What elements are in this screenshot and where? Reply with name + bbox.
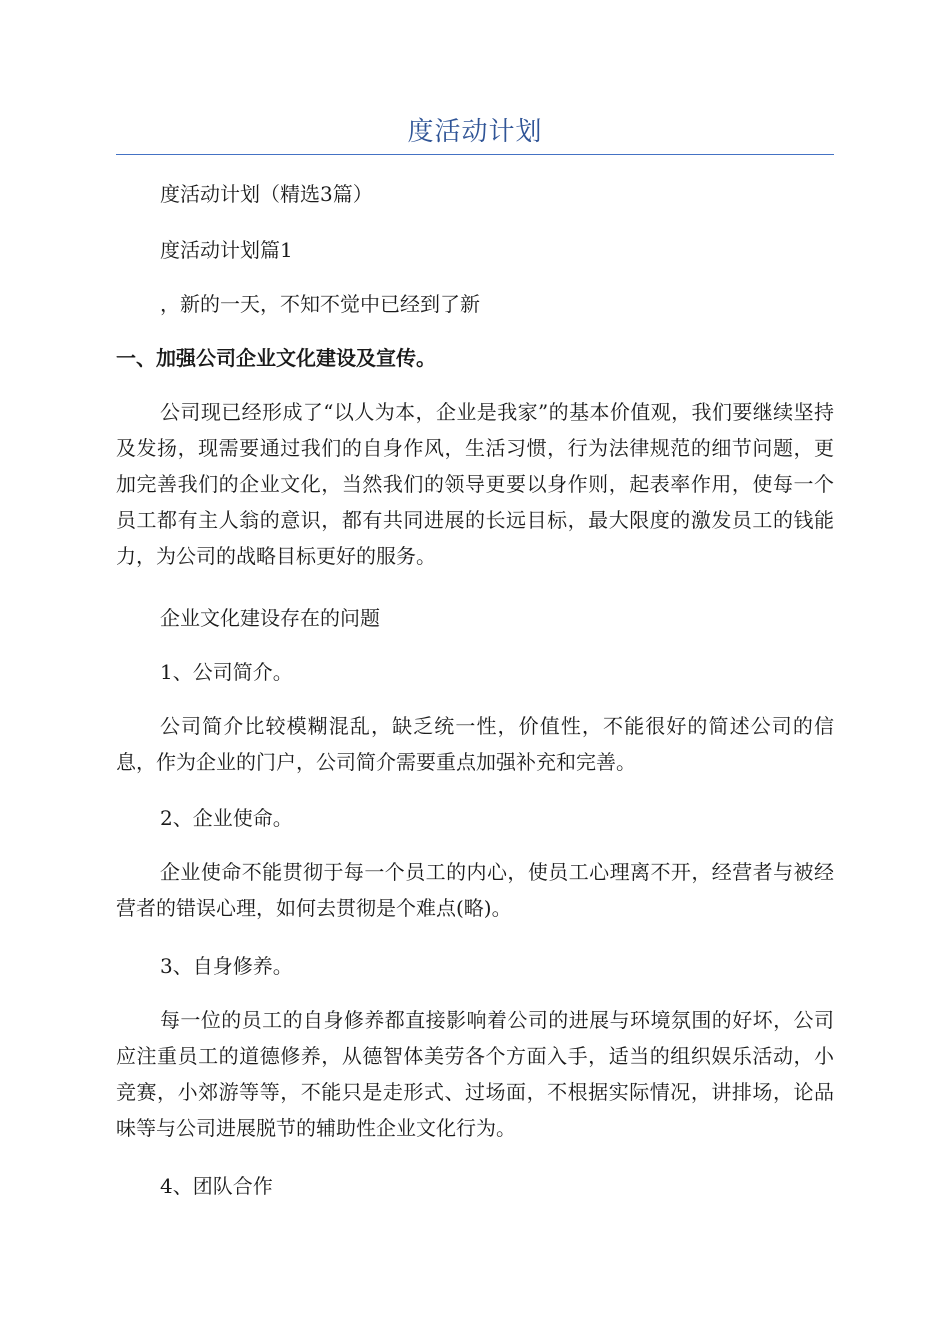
body-paragraph: 公司简介比较模糊混乱，缺乏统一性，价值性，不能很好的简述公司的信息，作为企业的门户，公司简介需要重点加强补充和完善。: [116, 714, 834, 774]
body-paragraph: 公司现已经形成了“以人为本，企业是我家”的基本价值观，我们要继续坚持及发扬，现需要通过我们的自身作风，生活习惯，行为法律规范的细节问题，更加完善我们的企业文化，当然我们的领导更要以身作则，起表率作用，使每一个员工都有主人翁的意识，都有共同进展的长远目标，最大限度的激发员工的钱能力，为公司的战略目标更好的服务。: [116, 400, 834, 568]
body-paragraph: 企业使命不能贯彻于每一个员工的内心，使员工心理离不开，经营者与被经营者的错误心理，如何去贯彻是个难点(略)。: [116, 860, 834, 920]
title-underline: [116, 154, 834, 155]
subtitle-line: 度活动计划（精选3篇）: [160, 182, 373, 206]
list-heading: 1、公司简介。: [160, 660, 293, 684]
subheading: 企业文化建设存在的问题: [160, 606, 380, 630]
document-title: 度活动计划: [407, 117, 543, 147]
intro-paragraph: ，新的一天，不知不觉中已经到了新: [160, 292, 480, 316]
list-heading: 4、团队合作: [160, 1174, 273, 1198]
section-heading: 一、加强公司企业文化建设及宣传。: [116, 346, 436, 370]
section-label: 度活动计划篇1: [160, 238, 293, 262]
list-heading: 3、自身修养。: [160, 954, 293, 978]
body-paragraph: 每一位的员工的自身修养都直接影响着公司的进展与环境氛围的好坏，公司应注重员工的道德修养，从德智体美劳各个方面入手，适当的组织娱乐活动，小竞赛，小郊游等等，不能只是走形式、过场面，不根据实际情况，讲排场，论品味等与公司进展脱节的辅助性企业文化行为。: [116, 1008, 834, 1140]
list-heading: 2、企业使命。: [160, 806, 293, 830]
